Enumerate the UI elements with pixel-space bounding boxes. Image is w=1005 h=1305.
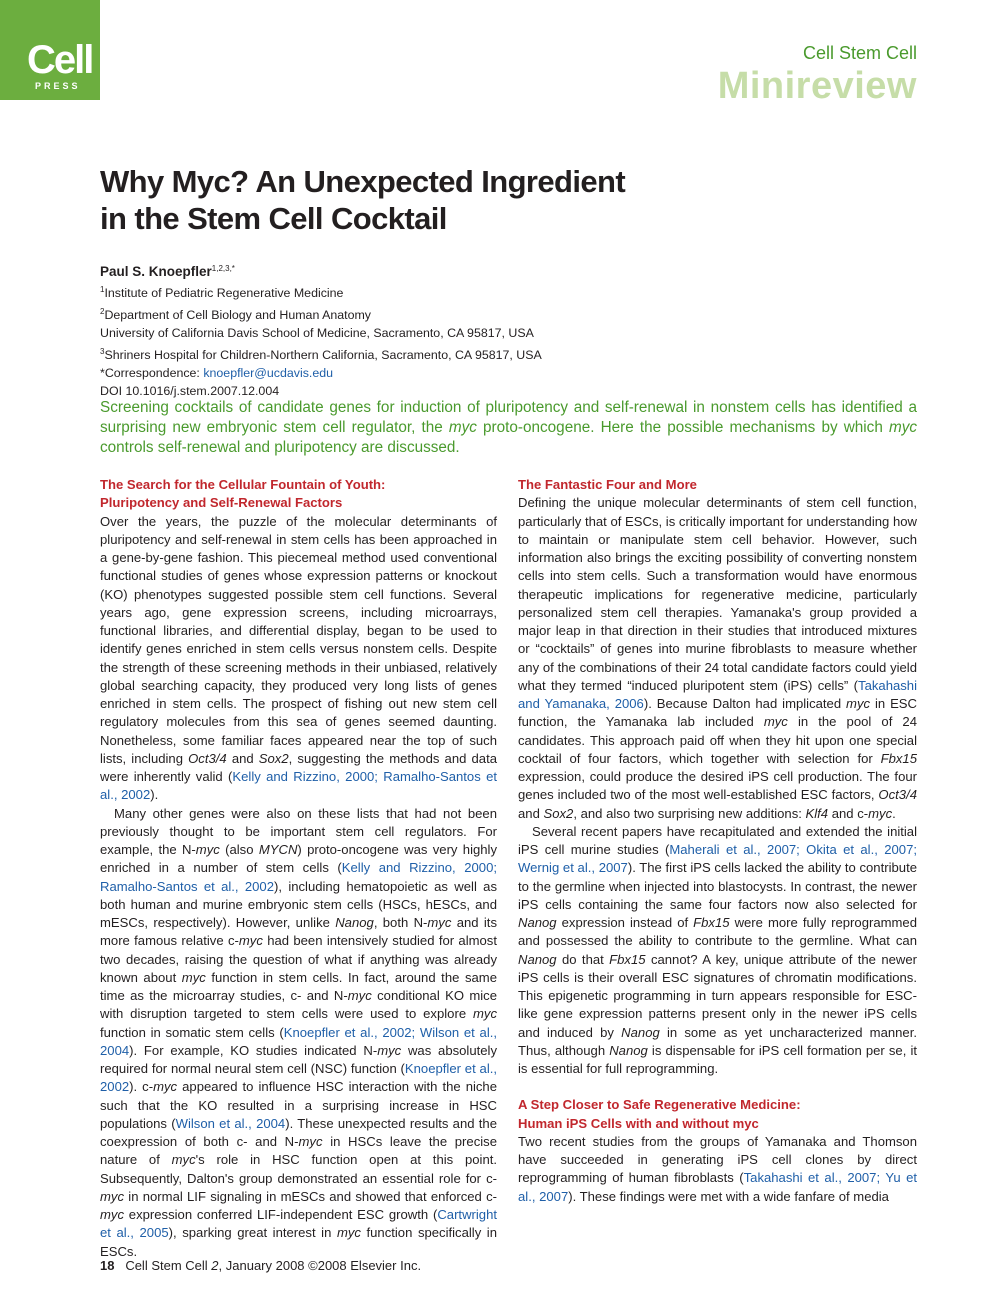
correspondence-label: *Correspondence: — [100, 365, 204, 380]
text: , both N- — [373, 915, 428, 930]
text: ), including hematopoietic as well as both human and murine embryonic stem cells (HSCs, hESCs, and mESCs, respectively). However, unlike — [100, 878, 497, 930]
gene-name: Fbx15 — [880, 750, 917, 766]
heading-line: Pluripotency and Self-Renewal Factors — [100, 495, 343, 511]
gene-name: myc — [100, 1188, 125, 1204]
author-name: Paul S. Knoepfler — [100, 264, 212, 280]
text: . — [892, 805, 896, 821]
text: function in stem cells. In fact, around the same time as the microarray studies, c- and N- — [100, 969, 497, 1003]
gene-name: myc — [472, 1006, 497, 1022]
text: expression conferred LIF-independent ESC growth ( — [124, 1207, 438, 1222]
heading-line: Human iPS Cells with and without myc — [518, 1115, 759, 1131]
text: was absolutely required for normal neural stem cell (NSC) function ( — [100, 1042, 497, 1076]
affiliation-2: Department of Cell Biology and Human Anatomy — [104, 307, 371, 322]
paragraph — [518, 823, 917, 1079]
gene-name: Oct3/4 — [878, 787, 917, 803]
text: in the pool of 24 candidates. This approach paid off when they hit upon one special cocktail of four factors, which together with selection for — [518, 714, 917, 766]
affil-2-mark: 2 — [100, 306, 105, 316]
text: in some as yet uncharacterized manner. Thus, although — [518, 1024, 917, 1058]
author-block — [100, 260, 542, 401]
abstract-text: controls self-renewal and pluripotency are discussed. — [100, 439, 460, 456]
text: in normal LIF signaling in mESCs and showed that enforced c- — [124, 1188, 497, 1204]
gene-name: Nanog — [621, 1024, 660, 1040]
gene-name: myc — [377, 1042, 402, 1058]
abstract-text: proto-oncogene. Here the possible mechanisms by which — [476, 419, 889, 436]
text: ). Because Dalton had implicated — [643, 696, 847, 711]
affiliation-1: Institute of Pediatric Regenerative Medicine — [104, 286, 344, 301]
paragraph — [518, 494, 917, 823]
text: ). The first iPS cells lacked the ability to contribute to the germline when injected into blastocysts. In contrast, the newer iPS cells containing the same four factors now also selected for — [518, 860, 917, 912]
citation-link[interactable]: Kelly and Rizzino, 2000; Ramalho-Santos et al., 2002 — [100, 860, 497, 894]
citation-link[interactable]: Kelly and Rizzino, 2000; Ramalho-Santos et al., 2002 — [100, 769, 498, 803]
title-line-1: Why Myc? An Unexpected Ingredient — [100, 164, 626, 199]
gene-name: Oct3/4 — [188, 750, 227, 766]
paragraph — [100, 805, 497, 1261]
gene-name: Fbx15 — [693, 915, 730, 930]
citation-link[interactable]: Cartwright et al., 2005 — [100, 1207, 497, 1241]
text: ). These unexpected results and the coexpression of both c- and N- — [100, 1115, 497, 1149]
text: expression instead of — [556, 915, 694, 930]
text: and — [226, 750, 259, 766]
section-heading-fantastic-four: The Fantastic Four and More — [518, 477, 697, 492]
heading-line: A Step Closer to Safe Regenerative Medicine: — [518, 1097, 801, 1113]
gene-name: Nanog — [518, 915, 557, 930]
text: , suggesting the methods and data were inherently valid ( — [100, 750, 497, 784]
abstract-text: Screening cocktails of candidate genes for induction of pluripotency and self-renewal in nonstem cells has identified a surprising new embryonic stem cell regulator, the — [100, 399, 917, 436]
text: cannot? A key, unique attribute of the newer iPS cells is their overall ESC signatures of chromatin modifications. This epigenetic programming in turn appears responsible for ESC-like gene expression patterns present only in the newer iPS cells and induced by — [518, 951, 917, 1040]
gene-name: MYCN — [258, 842, 298, 857]
gene-name: myc — [171, 1152, 196, 1168]
text: ). These findings were met with a wide fanfare of media — [568, 1188, 889, 1204]
journal-header — [718, 44, 917, 108]
section-heading-safe-medicine — [518, 1096, 917, 1133]
citation-link[interactable]: Takahashi and Yamanaka, 2006 — [518, 677, 917, 711]
gene-name: myc — [100, 1207, 125, 1222]
gene-name: Klf4 — [805, 805, 829, 821]
text: expression, could produce the desired iPS cell production. The four genes included two of the most well-established ESC factors, — [518, 769, 917, 803]
gene-name: myc — [298, 1134, 323, 1149]
text: ) proto-oncogene was very highly enriched in a number of stem cells ( — [100, 842, 498, 876]
affiliation-2b: University of California Davis School of Medicine, Sacramento, CA 95817, USA — [100, 326, 534, 341]
text: ). c- — [129, 1079, 154, 1095]
gene-name: myc — [868, 805, 893, 821]
text: 's role in HSC function open at this point. Subsequently, Dalton's group demonstrated an essential role for c- — [100, 1152, 498, 1186]
heading-line: The Search for the Cellular Fountain of Youth: — [100, 477, 386, 492]
affil-3-mark: 3 — [100, 346, 105, 356]
text: ). — [150, 787, 159, 803]
footer-date: , January 2008 ©2008 Elsevier Inc. — [218, 1258, 422, 1273]
citation-link[interactable]: Wilson et al., 2004 — [175, 1115, 286, 1131]
paragraph — [518, 1133, 917, 1206]
abstract — [100, 398, 917, 458]
text: do that — [556, 951, 610, 967]
page-number: 18 — [100, 1258, 115, 1273]
page-footer — [100, 1258, 421, 1273]
text: Defining the unique molecular determinants of stem cell function, particularly that of ESCs, is critically important for understanding how to maintain or manipulate stem cell behavior. However, such information also brings the exciting possibility of converting nonstem cells into stem cells. Such a transformation would have enormous therapeutic implications for regenerative medicine, particularly personalized stem cell therapies. Yamanaka's group provided a major leap in that direction in their studies that introduced mixtures or “cocktails” of genes into murine fibroblasts to measure whether any of the combinations of their 24 total candidate factors could yield what they termed “induced pluripotent stem (iPS) cells” ( — [518, 495, 917, 693]
text: conditional KO mice with disruption targeted to stem cells were used to explore — [100, 988, 498, 1022]
text: is dispensable for iPS cell formation per se, it is essential for full reprogramming. — [518, 1042, 918, 1076]
citation-link[interactable]: Knoepfler et al., 2002; Wilson et al., 2004 — [100, 1024, 498, 1058]
citation-link[interactable]: Knoepfler et al., 2002 — [100, 1061, 498, 1095]
text: and its more famous relative c- — [100, 915, 497, 949]
gene-name: myc — [347, 988, 372, 1003]
text: Several recent papers have recapitulated and extended the initial iPS cell murine studies ( — [518, 823, 917, 857]
section-heading-search — [100, 476, 497, 513]
cell-press-logo — [0, 0, 100, 100]
correspondence-email-link[interactable]: knoepfler@ucdavis.edu — [203, 365, 334, 380]
text: in HSCs leave the precise nature of — [100, 1134, 497, 1168]
gene-name: myc — [888, 419, 917, 436]
logo-wordmark: Cell — [27, 38, 93, 82]
gene-name: myc — [336, 1225, 361, 1241]
gene-name: Sox2 — [258, 750, 289, 766]
left-column — [100, 476, 497, 1261]
logo-press: PRESS — [35, 81, 81, 91]
affiliation-3: Shriners Hospital for Children-Northern California, Sacramento, CA 95817, USA — [104, 347, 542, 362]
gene-name: Nanog — [518, 951, 557, 967]
footer-journal: Cell Stem Cell — [125, 1258, 208, 1273]
journal-name: Cell Stem Cell — [802, 43, 917, 63]
author-marks: 1,2,3,* — [211, 264, 235, 273]
text: ). For example, KO studies indicated N- — [129, 1042, 378, 1058]
gene-name: Nanog — [609, 1042, 648, 1058]
gene-name: myc — [427, 915, 452, 930]
text: (also — [219, 842, 259, 857]
text: Over the years, the puzzle of the molecular determinants of pluripotency and self-renewal in stem cells has been approached in a gene-by-gene fashion. This piecemeal method used conventional functional studies of genes whose expression patterns or knockout (KO) phenotypes suggested possible stem cell functions. Several years ago, gene expression screens, including microarrays, functional libraries, and differential display, began to be used to identify genes enriched in stem cells versus nonstem cells. Despite the strength of these screening methods in their unbiased, relatively global searching capacity, they produced very long lists of genes enriched in stem cells. The prospect of fishing out new stem cell regulatory molecules from this sea of genes seemed daunting. Nonetheless, some familiar faces appeared near the top of such lists, including — [100, 513, 497, 766]
article-title — [100, 163, 720, 237]
article-type: Minireview — [717, 65, 917, 107]
footer-volume: 2 — [211, 1258, 219, 1273]
text: Two recent studies from the groups of Yamanaka and Thomson have succeeded in generating iPS cell clones by direct reprogramming of human fibroblasts ( — [518, 1133, 917, 1186]
text: and — [518, 805, 544, 821]
gene-name: myc — [153, 1079, 178, 1095]
text: appeared to influence HSC interaction with the niche such that the KO resulted in a surprising increase in HSC populations ( — [100, 1079, 497, 1131]
gene-name: myc — [238, 933, 263, 949]
text: had been intensively studied for almost two decades, raising the question of what if anything was already known about — [100, 933, 497, 985]
title-line-2: in the Stem Cell Cocktail — [100, 201, 447, 236]
gene-name: myc — [846, 696, 871, 711]
gene-name: Fbx15 — [609, 951, 646, 967]
text: function specifically in ESCs. — [100, 1225, 498, 1259]
gene-name: myc — [181, 969, 206, 985]
text: Many other genes were also on these lists that had not been previously thought to be important stem cell regulators. For example, the N- — [100, 805, 497, 857]
text: ), sparking great interest in — [168, 1225, 337, 1241]
gene-name: myc — [763, 714, 788, 730]
paragraph — [100, 513, 497, 805]
text: , and also two surprising new additions: — [573, 805, 806, 821]
right-column — [518, 476, 917, 1206]
gene-name: myc — [195, 842, 220, 857]
gene-name: myc — [448, 419, 477, 436]
citation-link[interactable]: Maherali et al., 2007; Okita et al., 2007; Wernig et al., 2007 — [518, 842, 917, 876]
text: in ESC function, the Yamanaka lab included — [518, 696, 917, 730]
gene-name: Nanog — [335, 915, 374, 930]
gene-name: Sox2 — [543, 805, 574, 821]
doi: DOI 10.1016/j.stem.2007.12.004 — [100, 384, 280, 399]
affil-1-mark: 1 — [100, 285, 105, 295]
text: function in somatic stem cells ( — [100, 1024, 284, 1040]
text: and c- — [828, 805, 869, 821]
text: were more fully reprogrammed and possessed the ability to contribute to the germline. What can — [518, 915, 917, 949]
citation-link[interactable]: Takahashi et al., 2007; Yu et al., 2007 — [518, 1170, 917, 1204]
